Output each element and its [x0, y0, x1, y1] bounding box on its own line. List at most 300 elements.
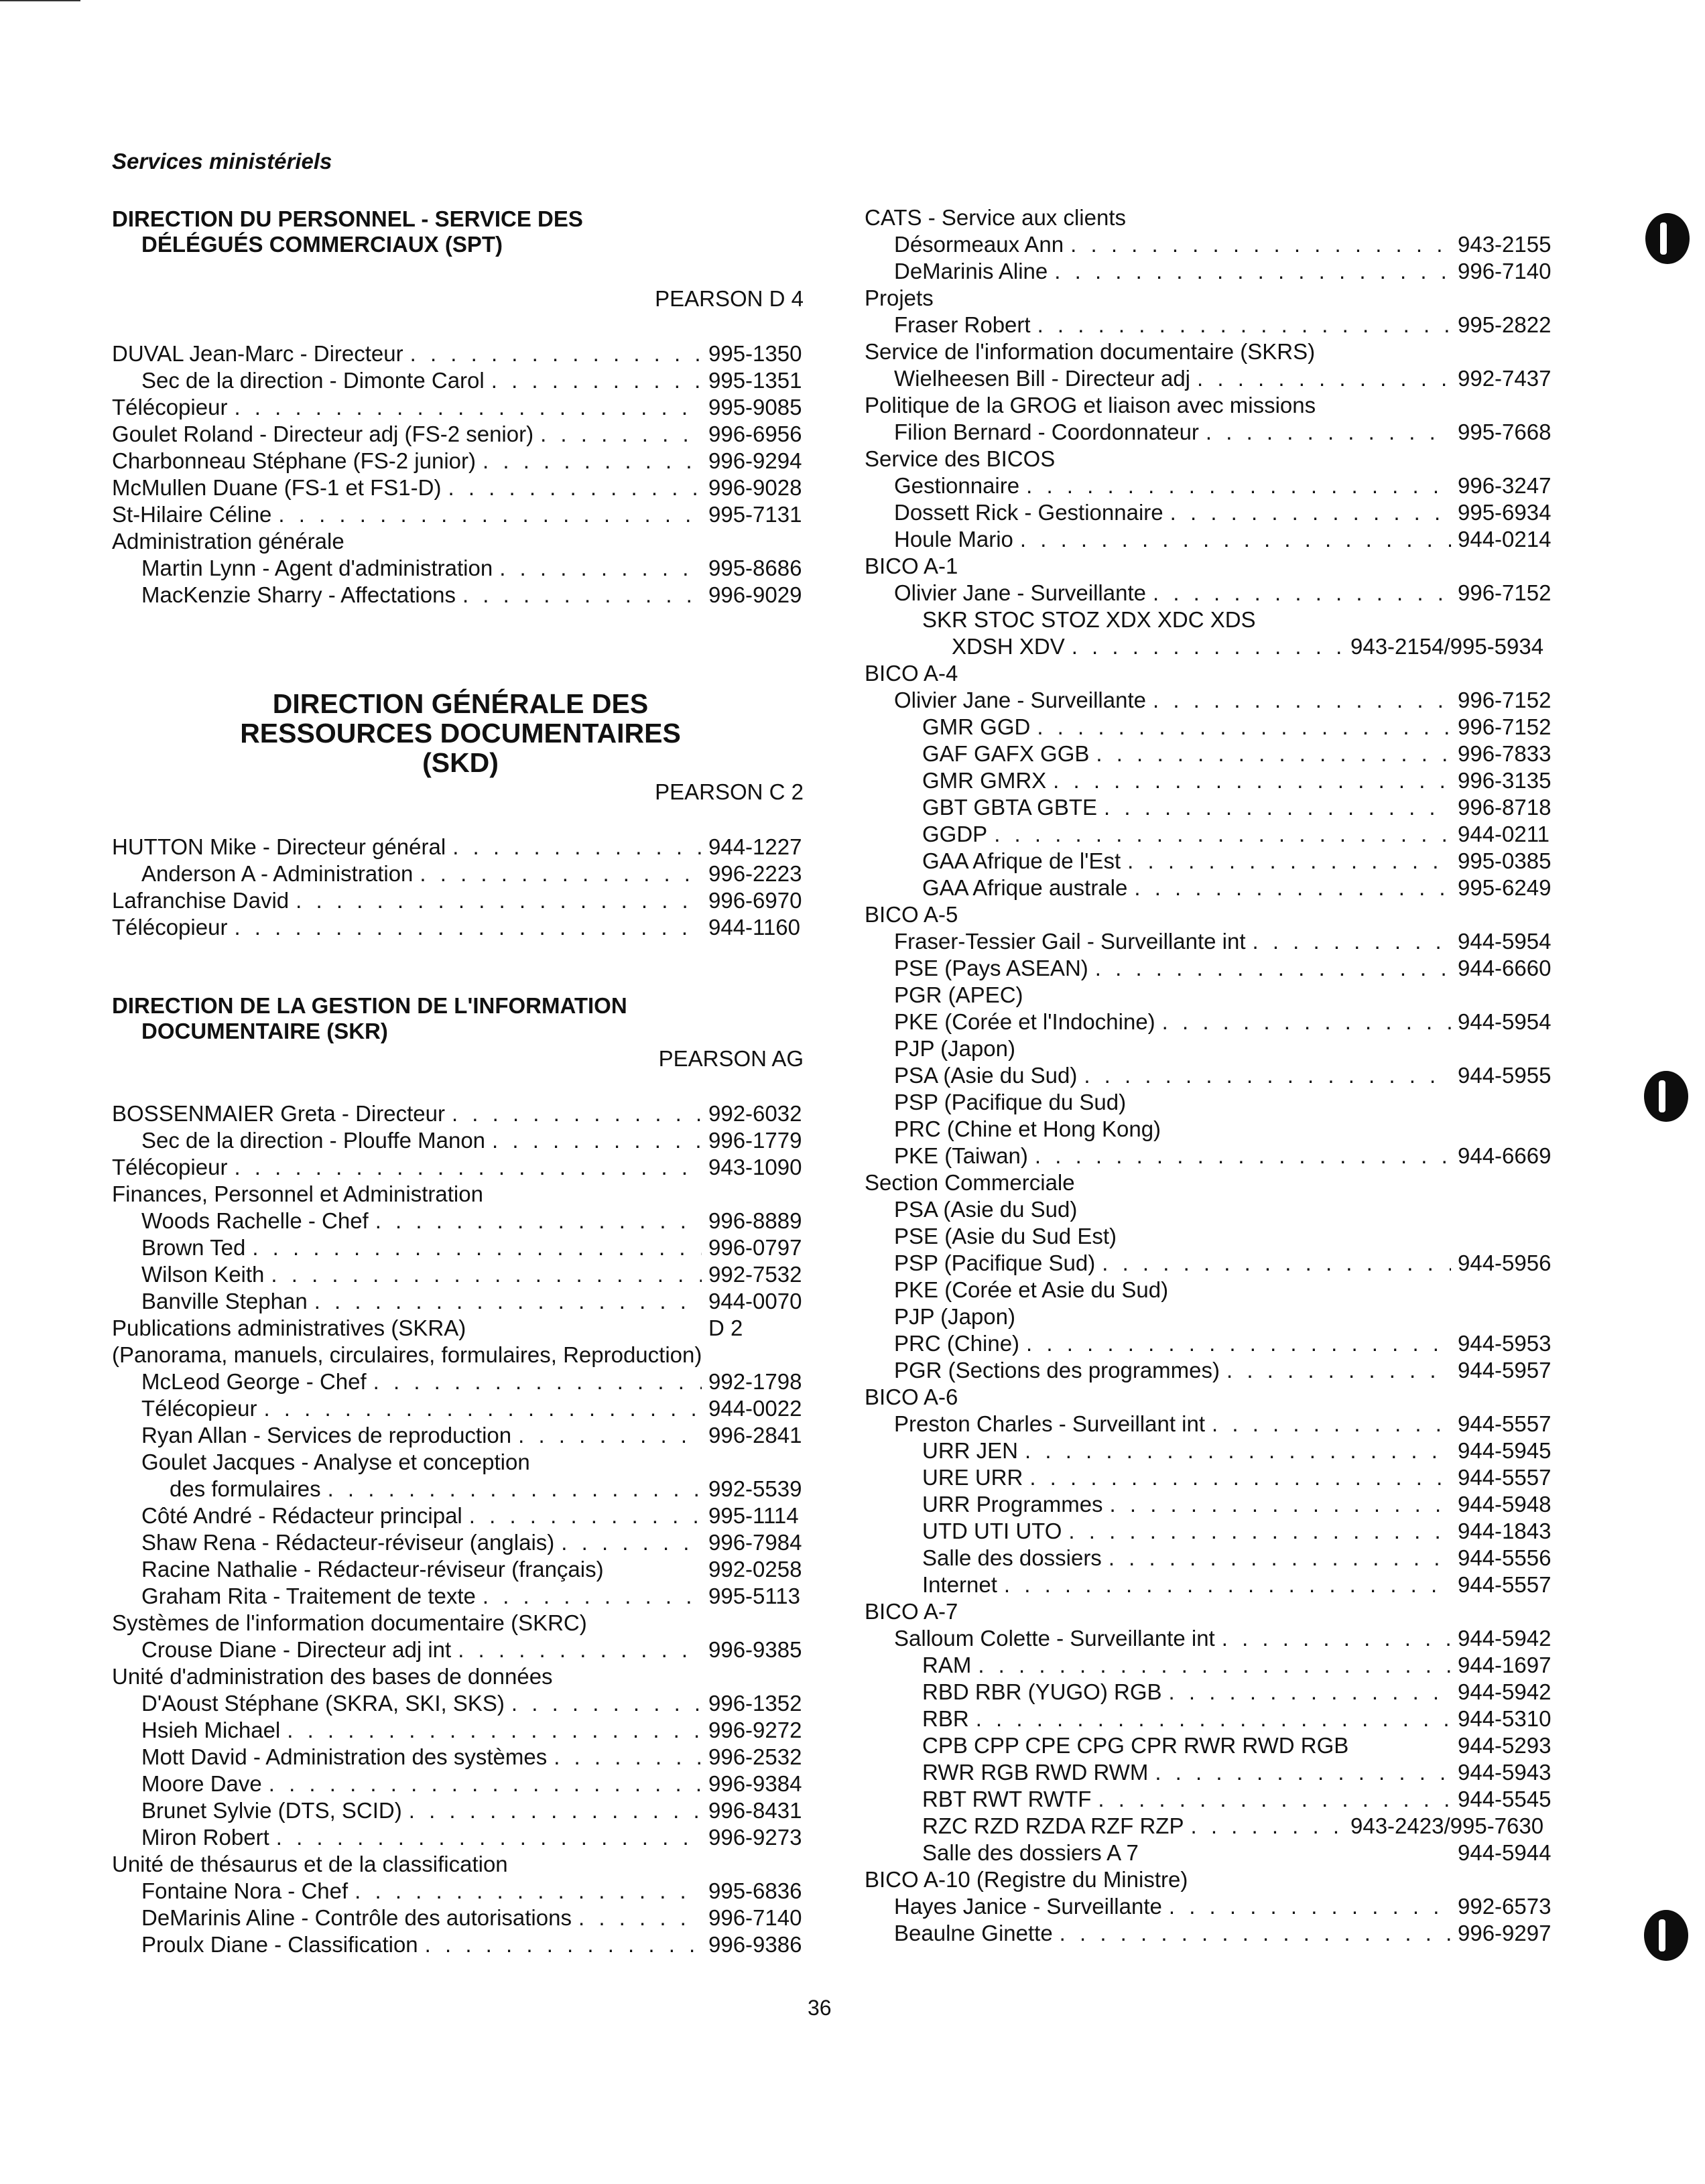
- phone-number: 996-2223: [708, 861, 802, 886]
- entry-label: Shaw Rena - Rédacteur-réviseur (anglais): [141, 1530, 555, 1555]
- directory-entry: [865, 1732, 1562, 1759]
- dot-leader: [263, 1395, 702, 1422]
- dot-leader: [1026, 1330, 1451, 1357]
- directory-entry: [112, 1208, 809, 1234]
- phone-number: 944-0022: [708, 1396, 802, 1421]
- entry-label: PGR (APEC): [894, 982, 1023, 1007]
- dot-leader: [448, 474, 702, 501]
- phone-number: 995-6934: [1458, 500, 1552, 525]
- dot-leader: [269, 1771, 702, 1797]
- phone-number: 996-7140: [708, 1905, 802, 1930]
- directory-entry: [865, 580, 1562, 606]
- entry-label: McLeod George - Chef: [141, 1369, 367, 1394]
- directory-entry: [865, 312, 1562, 338]
- dot-leader: [1054, 258, 1451, 285]
- directory-entry: [865, 982, 1562, 1009]
- directory-entry: [865, 1464, 1562, 1491]
- phone-number: 996-9297: [1458, 1921, 1552, 1945]
- entry-label: Crouse Diane - Directeur adj int: [141, 1637, 452, 1662]
- entry-label: Racine Nathalie - Rédacteur-réviseur (français): [141, 1557, 604, 1582]
- dot-leader: [1153, 580, 1451, 606]
- entry-label: Fraser-Tessier Gail - Surveillante int: [894, 929, 1246, 954]
- directory-entry: [112, 501, 809, 528]
- scan-artifact-line: [0, 0, 80, 1]
- phone-number: 944-5953: [1458, 1331, 1552, 1356]
- dot-leader: [1127, 848, 1451, 875]
- entry-label: Fraser Robert: [894, 312, 1031, 337]
- dot-leader: [1020, 526, 1451, 553]
- directory-list-skd: [112, 834, 809, 941]
- dot-leader: [1084, 1062, 1451, 1089]
- directory-entry: [865, 794, 1562, 821]
- dot-leader: [1026, 472, 1451, 499]
- directory-entry: [112, 1744, 809, 1771]
- directory-entry: [112, 1663, 809, 1690]
- directory-entry: [112, 1181, 809, 1208]
- directory-entry: [112, 1583, 809, 1610]
- dot-leader: [314, 1288, 702, 1315]
- dot-leader: [1155, 1759, 1451, 1786]
- dot-leader: [462, 582, 702, 608]
- entry-label: PSP (Pacifique Sud): [894, 1250, 1096, 1275]
- directory-entry: [865, 1009, 1562, 1035]
- dot-leader: [276, 1824, 702, 1851]
- directory-entry: [112, 1905, 809, 1931]
- phone-number: 996-0797: [708, 1235, 802, 1260]
- directory-entry: [112, 1288, 809, 1315]
- entry-label: Mott David - Administration des systèmes: [141, 1744, 548, 1769]
- phone-number: 995-8686: [708, 556, 802, 580]
- directory-entry: [112, 582, 809, 608]
- phone-number: 944-5293: [1458, 1733, 1552, 1758]
- phone-number: 996-9386: [708, 1932, 802, 1957]
- dot-leader: [491, 367, 702, 394]
- directory-entry: [865, 1277, 1562, 1303]
- dept-title-line: DÉLÉGUÉS COMMERCIAUX (SPT): [141, 232, 503, 257]
- phone-number: 996-2841: [708, 1423, 802, 1448]
- entry-label: Télécopieur: [112, 1155, 228, 1179]
- directory-entry: [865, 1116, 1562, 1143]
- dot-leader: [1169, 1893, 1451, 1920]
- directory-entry: [112, 1824, 809, 1851]
- phone-number: 996-3135: [1458, 768, 1552, 793]
- phone-number: 944-5310: [1458, 1706, 1552, 1731]
- directory-entry: [865, 1518, 1562, 1545]
- entry-label: GMR GGD: [922, 714, 1031, 739]
- dot-leader: [492, 1127, 702, 1154]
- dot-leader: [271, 1261, 702, 1288]
- phone-number: 996-1352: [708, 1691, 802, 1716]
- entry-label: Administration générale: [112, 529, 344, 554]
- dot-leader: [1109, 1545, 1451, 1571]
- dot-leader: [554, 1744, 702, 1771]
- directory-entry: [112, 1636, 809, 1663]
- directory-list-spt: [112, 340, 809, 608]
- directory-entry: [112, 474, 809, 501]
- directory-entry: [865, 660, 1562, 687]
- directory-entry: [112, 1315, 809, 1342]
- phone-number: 992-0258: [708, 1557, 802, 1582]
- directory-entry: [112, 834, 809, 860]
- directory-entry: [865, 687, 1562, 714]
- phone-number: 995-1351: [708, 368, 802, 393]
- entry-label: BICO A-4: [865, 661, 958, 686]
- entry-label: PSA (Asie du Sud): [894, 1197, 1078, 1222]
- dept-title-line: DIRECTION DU PERSONNEL - SERVICE DES: [112, 206, 583, 231]
- directory-entry: [865, 1866, 1562, 1893]
- directory-entry: [865, 741, 1562, 767]
- entry-label: Proulx Diane - Classification: [141, 1932, 418, 1957]
- dept-location: PEARSON D 4: [655, 286, 804, 311]
- phone-number: 944-5954: [1458, 929, 1552, 954]
- phone-number: 944-5948: [1458, 1492, 1552, 1517]
- entry-label: BICO A-1: [865, 554, 958, 578]
- phone-number: 996-6970: [708, 888, 802, 913]
- entry-label: CPB CPP CPE CPG CPR RWR RWD RGB: [922, 1733, 1349, 1758]
- phone-number: 995-1114: [708, 1503, 799, 1528]
- directory-entry: [112, 448, 809, 474]
- dot-leader: [518, 1422, 702, 1449]
- entry-label: PRC (Chine): [894, 1331, 1020, 1356]
- dept-title-line: DIRECTION GÉNÉRALE DES: [272, 688, 649, 719]
- entry-label: Service de l'information documentaire (SKRS): [865, 339, 1316, 364]
- dot-leader: [1162, 1009, 1451, 1035]
- dot-leader: [1035, 1143, 1451, 1169]
- entry-label: Goulet Jacques - Analyse et conception: [141, 1450, 530, 1474]
- directory-entry: [865, 1786, 1562, 1813]
- directory-entry: [112, 1771, 809, 1797]
- directory-entry: [865, 767, 1562, 794]
- entry-label: PJP (Japon): [894, 1036, 1015, 1061]
- phone-number: 996-9028: [708, 475, 802, 500]
- entry-label: GAA Afrique de l'Est: [922, 848, 1121, 873]
- dot-leader: [1212, 1411, 1451, 1437]
- directory-entry: [865, 1357, 1562, 1384]
- dot-leader: [1222, 1625, 1451, 1652]
- phone-number: 996-7152: [1458, 688, 1552, 712]
- entry-label: Télécopieur: [141, 1396, 257, 1421]
- entry-label: GAA Afrique australe: [922, 875, 1128, 900]
- entry-label: Finances, Personnel et Administration: [112, 1181, 483, 1206]
- directory-entry: [112, 1127, 809, 1154]
- phone-number: 992-6573: [1458, 1894, 1552, 1919]
- dot-leader: [420, 860, 702, 887]
- directory-entry: [865, 821, 1562, 848]
- entry-label: Dossett Rick - Gestionnaire: [894, 500, 1163, 525]
- dot-leader: [287, 1717, 702, 1744]
- dot-leader: [234, 914, 702, 941]
- entry-label: Brunet Sylvie (DTS, SCID): [141, 1798, 402, 1823]
- entry-label: RBR: [922, 1706, 969, 1731]
- dot-leader: [978, 1652, 1451, 1679]
- dept-title-line: RESSOURCES DOCUMENTAIRES: [240, 718, 681, 749]
- directory-entry: [865, 928, 1562, 955]
- phone-number: 944-5545: [1458, 1787, 1552, 1811]
- directory-entry: [112, 1851, 809, 1878]
- dot-leader: [355, 1878, 702, 1905]
- dot-leader: [375, 1208, 702, 1234]
- directory-entry: [865, 1625, 1562, 1652]
- directory-entry: [865, 285, 1562, 312]
- dot-leader: [452, 1100, 702, 1127]
- phone-number: 944-5556: [1458, 1545, 1552, 1570]
- entry-label: Olivier Jane - Surveillante: [894, 688, 1146, 712]
- phone-number: 996-8431: [708, 1798, 802, 1823]
- entry-label: Charbonneau Stéphane (FS-2 junior): [112, 448, 477, 473]
- phone-number: 995-6836: [708, 1878, 802, 1903]
- entry-label: GBT GBTA GBTE: [922, 795, 1098, 820]
- directory-list-skr: [112, 1100, 809, 1958]
- directory-entry: [112, 555, 809, 582]
- entry-label: Unité de thésaurus et de la classification: [112, 1852, 508, 1876]
- entry-label: BICO A-10 (Registre du Ministre): [865, 1867, 1188, 1892]
- entry-label: Goulet Roland - Directeur adj (FS-2 senior): [112, 422, 534, 446]
- entry-label: PSA (Asie du Sud): [894, 1063, 1078, 1088]
- entry-label: GGDP: [922, 822, 988, 846]
- dot-leader: [1025, 1437, 1451, 1464]
- directory-entry: [865, 1706, 1562, 1732]
- entry-label: PKE (Corée et l'Indochine): [894, 1009, 1155, 1034]
- dot-leader: [1170, 499, 1451, 526]
- directory-entry: [865, 633, 1562, 660]
- phone-number: 944-5956: [1458, 1250, 1552, 1275]
- directory-entry: [865, 1920, 1562, 1947]
- phone-number: 995-2822: [1458, 312, 1552, 337]
- dot-leader: [976, 1706, 1451, 1732]
- entry-label: PRC (Chine et Hong Kong): [894, 1116, 1161, 1141]
- phone-number: 943-2155: [1458, 232, 1552, 257]
- dot-leader: [425, 1931, 702, 1958]
- dot-leader: [1110, 1491, 1451, 1518]
- directory-entry: [865, 1571, 1562, 1598]
- phone-number: 996-8889: [708, 1208, 802, 1233]
- directory-entry: [112, 1154, 809, 1181]
- directory-entry: [865, 1545, 1562, 1571]
- directory-entry: [865, 606, 1562, 633]
- dot-leader: [328, 1476, 702, 1502]
- phone-number: 996-2532: [708, 1744, 802, 1769]
- entry-label: Unité d'administration des bases de données: [112, 1664, 553, 1689]
- entry-label: Publications administratives (SKRA): [112, 1315, 466, 1340]
- dot-leader: [234, 1154, 702, 1181]
- phone-number: 992-6032: [708, 1101, 802, 1126]
- dept-title-skr: [112, 993, 809, 1044]
- dept-title-skd: [186, 689, 735, 777]
- entry-label: Sec de la direction - Dimonte Carol: [141, 368, 485, 393]
- dot-leader: [483, 448, 702, 474]
- directory-entry: [112, 1100, 809, 1127]
- directory-entry: [112, 1556, 809, 1583]
- dot-leader: [1190, 1813, 1344, 1840]
- phone-number: 943-2154/995-5934: [1350, 634, 1544, 659]
- entry-label: Politique de la GROG et liaison avec missions: [865, 393, 1316, 417]
- dot-leader: [1104, 794, 1451, 821]
- directory-entry: [865, 338, 1562, 365]
- phone-number: 992-7532: [708, 1262, 802, 1287]
- phone-number: D 2: [708, 1315, 743, 1340]
- entry-label: MacKenzie Sharry - Affectations: [141, 582, 456, 607]
- phone-number: 944-1697: [1458, 1653, 1552, 1677]
- directory-entry: [865, 1330, 1562, 1357]
- dot-leader: [1206, 419, 1451, 446]
- directory-entry: [865, 419, 1562, 446]
- dot-leader: [234, 394, 702, 421]
- dot-leader: [1029, 1464, 1451, 1491]
- dot-leader: [1226, 1357, 1451, 1384]
- dot-leader: [1102, 1250, 1451, 1277]
- binder-hole-icon: [1644, 1910, 1688, 1961]
- directory-entry: [865, 1035, 1562, 1062]
- phone-number: 944-5945: [1458, 1438, 1552, 1463]
- directory-entry: [865, 258, 1562, 285]
- entry-label: Ryan Allan - Services de reproduction: [141, 1423, 512, 1448]
- directory-entry: [865, 1089, 1562, 1116]
- entry-label: RBD RBR (YUGO) RGB: [922, 1679, 1162, 1704]
- phone-number: 996-8718: [1458, 795, 1552, 820]
- phone-number: 996-6956: [708, 422, 802, 446]
- directory-entry: [112, 367, 809, 394]
- dot-leader: [1197, 365, 1451, 392]
- entry-label: Woods Rachelle - Chef: [141, 1208, 369, 1233]
- directory-entry: [865, 714, 1562, 741]
- phone-number: 996-7140: [1458, 259, 1552, 283]
- dot-leader: [1060, 1920, 1451, 1947]
- dot-leader: [1095, 955, 1451, 982]
- entry-label: Moore Dave: [141, 1771, 262, 1796]
- entry-label: Beaulne Ginette: [894, 1921, 1053, 1945]
- entry-label: PJP (Japon): [894, 1304, 1015, 1329]
- entry-label: des formulaires: [170, 1476, 321, 1501]
- directory-entry: [112, 1717, 809, 1744]
- entry-label: PSE (Asie du Sud Est): [894, 1224, 1117, 1248]
- entry-label: Sec de la direction - Plouffe Manon: [141, 1128, 486, 1153]
- phone-number: 995-5113: [708, 1584, 801, 1608]
- directory-entry: [865, 1491, 1562, 1518]
- entry-label: GMR GMRX: [922, 768, 1047, 793]
- dot-leader: [409, 1797, 702, 1824]
- directory-entry: [865, 1437, 1562, 1464]
- entry-label: Télécopieur: [112, 915, 228, 940]
- phone-number: 944-5557: [1458, 1465, 1552, 1490]
- dot-leader: [1134, 875, 1451, 901]
- phone-number: 996-9384: [708, 1771, 802, 1796]
- entry-label: Salle des dossiers A 7: [922, 1840, 1139, 1865]
- dot-leader: [1153, 687, 1451, 714]
- phone-number: 992-7437: [1458, 366, 1552, 391]
- dot-leader: [296, 887, 702, 914]
- directory-entry: [112, 1261, 809, 1288]
- directory-entry: [865, 1169, 1562, 1196]
- dot-leader: [1037, 714, 1451, 741]
- phone-number: 944-1227: [708, 834, 802, 859]
- entry-label: Filion Bernard - Coordonnateur: [894, 420, 1199, 444]
- directory-entry: [112, 1342, 809, 1368]
- entry-label: XDSH XDV: [952, 634, 1065, 659]
- entry-label: CATS - Service aux clients: [865, 205, 1127, 230]
- phone-number: 996-9272: [708, 1718, 802, 1742]
- entry-label: Houle Mario: [894, 527, 1013, 552]
- section-label: Services ministériels: [112, 149, 332, 174]
- left-column: [112, 206, 809, 1958]
- phone-number: 944-0211: [1458, 822, 1550, 846]
- entry-label: Wilson Keith: [141, 1262, 265, 1287]
- dot-leader: [1072, 633, 1344, 660]
- entry-label: RZC RZD RZDA RZF RZP: [922, 1813, 1184, 1838]
- phone-number: 995-0385: [1458, 848, 1552, 873]
- phone-number: 996-7152: [1458, 580, 1552, 605]
- directory-entry: [865, 901, 1562, 928]
- directory-entry: [865, 204, 1562, 231]
- phone-number: 992-1798: [708, 1369, 802, 1394]
- entry-label: Martin Lynn - Agent d'administration: [141, 556, 493, 580]
- entry-label: St-Hilaire Céline: [112, 502, 272, 527]
- entry-label: Section Commerciale: [865, 1170, 1075, 1195]
- directory-entry: [112, 1422, 809, 1449]
- phone-number: 996-3247: [1458, 473, 1552, 498]
- directory-entry: [865, 875, 1562, 901]
- phone-number: 943-1090: [708, 1155, 802, 1179]
- phone-number: 996-1779: [708, 1128, 802, 1153]
- dot-leader: [458, 1636, 702, 1663]
- phone-number: 996-9029: [708, 582, 802, 607]
- entry-label: PKE (Corée et Asie du Sud): [894, 1277, 1169, 1302]
- directory-entry: [112, 1878, 809, 1905]
- directory-entry: [865, 1840, 1562, 1866]
- dot-leader: [1004, 1571, 1451, 1598]
- directory-entry: [865, 1893, 1562, 1920]
- directory-entry: [865, 1143, 1562, 1169]
- phone-number: 944-5944: [1458, 1840, 1552, 1865]
- phone-number: 995-1350: [708, 341, 802, 366]
- directory-entry: [865, 472, 1562, 499]
- dot-leader: [578, 1905, 702, 1931]
- directory-entry: [112, 528, 809, 555]
- directory-entry: [865, 1250, 1562, 1277]
- entry-label: Gestionnaire: [894, 473, 1020, 498]
- phone-number: 944-5957: [1458, 1358, 1552, 1383]
- entry-label: GAF GAFX GGB: [922, 741, 1090, 766]
- directory-entry: [865, 231, 1562, 258]
- phone-number: 995-7668: [1458, 420, 1552, 444]
- entry-label: PSP (Pacifique du Sud): [894, 1090, 1127, 1114]
- entry-label: RAM: [922, 1653, 972, 1677]
- entry-label: Preston Charles - Surveillant int: [894, 1411, 1206, 1436]
- directory-entry: [112, 1234, 809, 1261]
- entry-label: Projets: [865, 285, 934, 310]
- dot-leader: [1068, 1518, 1451, 1545]
- entry-label: Service des BICOS: [865, 446, 1056, 471]
- phone-number: 944-5942: [1458, 1679, 1552, 1704]
- phone-number: 943-2423/995-7630: [1350, 1813, 1544, 1838]
- phone-number: 996-9294: [708, 448, 802, 473]
- directory-entry: [112, 421, 809, 448]
- directory-entry: [112, 1476, 809, 1502]
- directory-entry: [865, 1196, 1562, 1223]
- directory-entry: [112, 394, 809, 421]
- phone-number: 944-5557: [1458, 1411, 1552, 1436]
- dot-leader: [994, 821, 1451, 848]
- phone-number: 944-0214: [1458, 527, 1552, 552]
- entry-label: PSE (Pays ASEAN): [894, 956, 1088, 980]
- dept-title-spt: [112, 206, 809, 257]
- directory-entry: [865, 1303, 1562, 1330]
- entry-label: Miron Robert: [141, 1825, 269, 1850]
- dept-location: PEARSON AG: [658, 1046, 804, 1071]
- entry-label: RWR RGB RWD RWM: [922, 1760, 1149, 1785]
- dept-title-line: DOCUMENTAIRE (SKR): [141, 1019, 388, 1043]
- entry-label: BICO A-7: [865, 1599, 958, 1624]
- directory-entry: [112, 1395, 809, 1422]
